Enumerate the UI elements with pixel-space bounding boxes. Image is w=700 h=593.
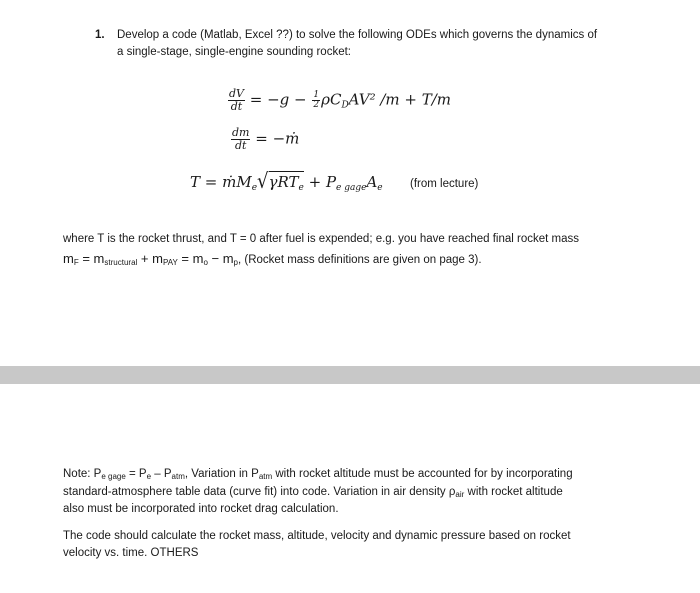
question-intro-line1: Develop a code (Matlab, Excel ??) to solve the following ODEs which governs the dynamics of bbox=[117, 29, 598, 41]
note-line3: also must be incorporated into rocket drag calculation. bbox=[63, 503, 339, 515]
equation-velocity: $\frac{dV}{dt}$ = −g − $\frac{1}{2}$ $\rho C_DAV^2$ /m + T/m bbox=[229, 87, 452, 113]
closing-line1: The code should calculate the rocket mass, altitude, velocity and dynamic pressure based on rocket bbox=[63, 530, 571, 542]
dv-dt-fraction: $\frac{dV}{dt}$ bbox=[229, 87, 244, 113]
question-intro-line2: a single-stage, single-engine sounding rocket: bbox=[117, 46, 351, 58]
equation-mass: $\frac{dm}{dt}$ = −ṁ bbox=[232, 126, 300, 152]
from-lecture-note: (from lecture) bbox=[410, 178, 479, 190]
equation-thrust: T = ṁM$_e$√γRT$_e$ + $P_{e gage}A_e$ bbox=[190, 169, 383, 194]
dm-dt-fraction: $\frac{dm}{dt}$ bbox=[232, 126, 250, 152]
note-line1: Note: Pe gage = Pe – Patm, Variation in Patm with rocket altitude must be accounted for by incorporating bbox=[63, 468, 573, 481]
square-root-icon: √ bbox=[257, 169, 269, 194]
page-divider bbox=[0, 366, 700, 384]
one-half-fraction: $\frac{1}{2}$ bbox=[313, 90, 320, 110]
where-line2: mF = mstructural + mPAY = mo − mp, (Rocket mass definitions are given on page 3). bbox=[63, 251, 482, 267]
where-line1: where T is the rocket thrust, and T = 0 after fuel is expended; e.g. you have reached final rocket mass bbox=[63, 233, 579, 245]
question-number: 1. bbox=[95, 29, 105, 41]
closing-line2: velocity vs. time. OTHERS bbox=[63, 547, 199, 559]
note-line2: standard-atmosphere table data (curve fit) into code. Variation in air density ρair with rocket altitude bbox=[63, 486, 563, 499]
